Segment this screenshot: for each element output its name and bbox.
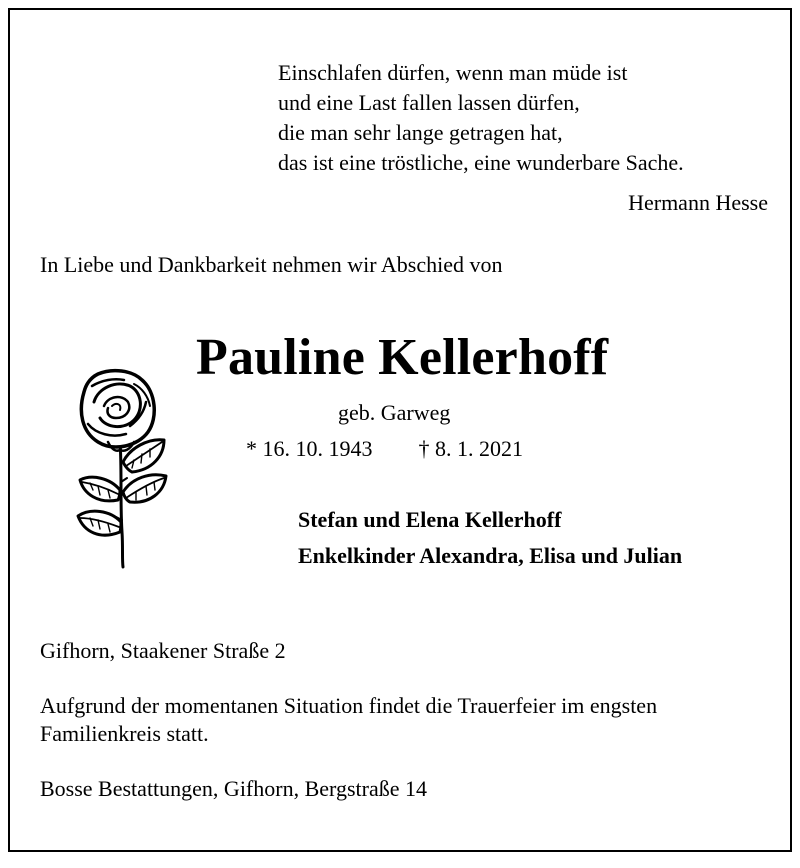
intro-text: In Liebe und Dankbarkeit nehmen wir Abschied von — [40, 252, 503, 277]
funeral-note — [40, 692, 760, 748]
poem-line: das ist eine tröstliche, eine wunderbare Sache. — [278, 150, 684, 175]
poem-author: Hermann Hesse — [628, 190, 768, 215]
life-dates — [246, 434, 523, 464]
mourner-line: Enkelkinder Alexandra, Elisa und Julian — [298, 543, 683, 568]
death-date: † 8. 1. 2021 — [418, 436, 523, 461]
birth-date: * 16. 10. 1943 — [246, 436, 373, 461]
poem-line: Einschlafen dürfen, wenn man müde ist — [278, 60, 628, 85]
mourner-line: Stefan und Elena Kellerhoff — [298, 507, 562, 532]
poem-line: die man sehr lange getragen hat, — [278, 120, 563, 145]
funeral-home: Bosse Bestattungen, Gifhorn, Bergstraße 14 — [40, 776, 427, 801]
mourners — [298, 502, 682, 574]
deceased-name: Pauline Kellerhoff — [196, 329, 609, 386]
note-line: Aufgrund der momentanen Situation findet die Trauerfeier im engsten — [40, 693, 658, 718]
poem — [278, 58, 684, 178]
rose-icon — [68, 362, 178, 572]
obituary-notice — [8, 8, 792, 852]
poem-line: und eine Last fallen lassen dürfen, — [278, 90, 580, 115]
address: Gifhorn, Staakener Straße 2 — [40, 638, 286, 663]
note-line: Familienkreis statt. — [40, 721, 209, 746]
maiden-name: geb. Garweg — [338, 400, 451, 425]
